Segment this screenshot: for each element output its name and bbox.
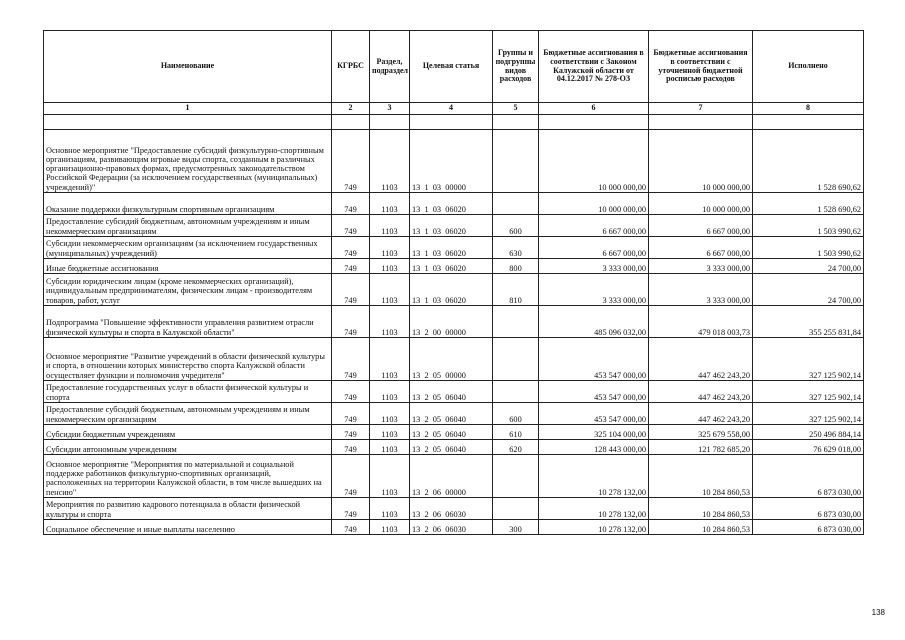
table-row: [44, 403, 864, 425]
column-number: 5: [493, 103, 539, 115]
row-section: 1103: [370, 193, 410, 215]
row-group: 620: [493, 440, 539, 455]
row-executed: 24 700,00: [753, 274, 864, 306]
column-number: 1: [44, 103, 332, 115]
row-name: Основное мероприятие "Мероприятия по материальной и социальной поддержке работников физкультурно-спортивных организаций, расположенных на территории Калужской области, в том числе вышедших на пенсию": [44, 455, 332, 498]
row-refined: 10 284 860,53: [649, 520, 753, 535]
column-number: 2: [332, 103, 370, 115]
budget-table: [43, 30, 864, 535]
row-law: 6 667 000,00: [539, 215, 649, 237]
row-target: 13 2 05 06040: [410, 440, 493, 455]
row-section: 1103: [370, 215, 410, 237]
row-section: 1103: [370, 274, 410, 306]
row-name: Предоставление субсидий бюджетным, автономным учреждениям и иным некоммерческим организациям: [44, 403, 332, 425]
table-row: [44, 381, 864, 403]
row-law: 3 333 000,00: [539, 259, 649, 274]
header-law: Бюджетные ассигнования в соответствии с Законом Калужской области от 04.12.2017 № 278-ОЗ: [539, 31, 649, 103]
row-executed: 6 873 030,00: [753, 520, 864, 535]
row-target: 13 2 06 06030: [410, 520, 493, 535]
row-target: 13 1 03 06020: [410, 193, 493, 215]
row-target: 13 1 03 06020: [410, 274, 493, 306]
row-section: 1103: [370, 440, 410, 455]
row-group: 630: [493, 237, 539, 259]
row-executed: 6 873 030,00: [753, 455, 864, 498]
row-name: Оказание поддержки физкультурным спортивным организациям: [44, 193, 332, 215]
row-group: 610: [493, 425, 539, 440]
row-name: Предоставление государственных услуг в области физической культуры и спорта: [44, 381, 332, 403]
row-kgrbs: 749: [332, 440, 370, 455]
row-refined: 447 462 243,20: [649, 338, 753, 381]
row-section: 1103: [370, 306, 410, 338]
header-name: Наименование: [44, 31, 332, 103]
row-group: 800: [493, 259, 539, 274]
row-section: 1103: [370, 403, 410, 425]
spacer-row: [44, 115, 864, 130]
row-refined: 479 018 003,73: [649, 306, 753, 338]
row-kgrbs: 749: [332, 403, 370, 425]
row-refined: 6 667 000,00: [649, 215, 753, 237]
row-refined: 3 333 000,00: [649, 274, 753, 306]
row-kgrbs: 749: [332, 498, 370, 520]
row-law: 485 096 032,00: [539, 306, 649, 338]
row-target: 13 1 03 06020: [410, 259, 493, 274]
header-section: Раздел, подраздел: [370, 31, 410, 103]
row-executed: 327 125 902,14: [753, 338, 864, 381]
row-group: [493, 455, 539, 498]
row-group: 810: [493, 274, 539, 306]
row-executed: 1 528 690,62: [753, 130, 864, 193]
row-name: Субсидии юридическим лицам (кроме некоммерческих организаций), индивидуальным предпринимателям, физическим лицам - производителям товаров, работ, услуг: [44, 274, 332, 306]
row-section: 1103: [370, 237, 410, 259]
table-row: [44, 274, 864, 306]
row-name: Социальное обеспечение и иные выплаты населению: [44, 520, 332, 535]
table-row: [44, 215, 864, 237]
table-row: [44, 130, 864, 193]
row-group: [493, 498, 539, 520]
row-target: 13 1 03 06020: [410, 215, 493, 237]
row-kgrbs: 749: [332, 425, 370, 440]
row-executed: 327 125 902,14: [753, 403, 864, 425]
row-law: 3 333 000,00: [539, 274, 649, 306]
header-groups: Группы и подгруппы видов расходов: [493, 31, 539, 103]
row-kgrbs: 749: [332, 338, 370, 381]
row-name: Иные бюджетные ассигнования: [44, 259, 332, 274]
row-executed: 24 700,00: [753, 259, 864, 274]
row-kgrbs: 749: [332, 455, 370, 498]
table-row: [44, 498, 864, 520]
row-name: Основное мероприятие "Предоставление субсидий физкультурно-спортивным организациям, развивающим игровые виды спорта, созданным в различных организационно-правовых формах, предусмотренных законодательством Российской Федерации (за исключением государственных (муниципальных) учреждений)": [44, 130, 332, 193]
row-group: 300: [493, 520, 539, 535]
table-row: [44, 306, 864, 338]
row-law: 325 104 000,00: [539, 425, 649, 440]
header-kgrbs: КГРБС: [332, 31, 370, 103]
row-group: 600: [493, 403, 539, 425]
table-row: [44, 520, 864, 535]
page-number: 138: [871, 608, 885, 617]
row-name: Подпрограмма "Повышение эффективности управления развитием отрасли физической культуры и спорта в Калужской области": [44, 306, 332, 338]
row-kgrbs: 749: [332, 237, 370, 259]
row-target: 13 2 06 06030: [410, 498, 493, 520]
row-name: Субсидии некоммерческим организациям (за исключением государственных (муниципальных) учреждений): [44, 237, 332, 259]
column-number: 6: [539, 103, 649, 115]
row-section: 1103: [370, 259, 410, 274]
row-section: 1103: [370, 425, 410, 440]
table-row: [44, 338, 864, 381]
row-executed: 1 503 990,62: [753, 215, 864, 237]
row-target: 13 1 03 00000: [410, 130, 493, 193]
table-row: [44, 259, 864, 274]
row-group: 600: [493, 215, 539, 237]
header-executed: Исполнено: [753, 31, 864, 103]
row-executed: 327 125 902,14: [753, 381, 864, 403]
row-target: 13 2 00 00000: [410, 306, 493, 338]
row-kgrbs: 749: [332, 306, 370, 338]
row-kgrbs: 749: [332, 130, 370, 193]
table-row: [44, 237, 864, 259]
row-target: 13 2 05 00000: [410, 338, 493, 381]
table-row: [44, 455, 864, 498]
row-law: 453 547 000,00: [539, 381, 649, 403]
row-executed: 1 503 990,62: [753, 237, 864, 259]
column-number: 8: [753, 103, 864, 115]
column-number: 7: [649, 103, 753, 115]
row-target: 13 2 05 06040: [410, 403, 493, 425]
row-refined: 10 284 860,53: [649, 498, 753, 520]
row-group: [493, 193, 539, 215]
table-row: [44, 425, 864, 440]
row-refined: 10 000 000,00: [649, 193, 753, 215]
row-law: 10 278 132,00: [539, 498, 649, 520]
row-section: 1103: [370, 338, 410, 381]
row-executed: 1 528 690,62: [753, 193, 864, 215]
column-numbers-row: [44, 103, 864, 115]
row-target: 13 2 05 06040: [410, 425, 493, 440]
row-refined: 447 462 243,20: [649, 381, 753, 403]
row-executed: 6 873 030,00: [753, 498, 864, 520]
row-section: 1103: [370, 381, 410, 403]
row-group: [493, 130, 539, 193]
row-refined: 325 679 558,00: [649, 425, 753, 440]
row-target: 13 2 06 00000: [410, 455, 493, 498]
row-name: Основное мероприятие "Развитие учреждений в области физической культуры и спорта, в отношении которых министерство спорта Калужской области осуществляет функции и полномочия учредителя": [44, 338, 332, 381]
row-executed: 250 496 884,14: [753, 425, 864, 440]
row-refined: 121 782 685,20: [649, 440, 753, 455]
row-law: 453 547 000,00: [539, 403, 649, 425]
row-law: 10 278 132,00: [539, 455, 649, 498]
row-section: 1103: [370, 455, 410, 498]
row-target: 13 2 05 06040: [410, 381, 493, 403]
row-group: [493, 381, 539, 403]
table-row: [44, 440, 864, 455]
header-refined: Бюджетные ассигнования в соответствии с уточненной бюджетной росписью расходов: [649, 31, 753, 103]
row-refined: 3 333 000,00: [649, 259, 753, 274]
row-law: 6 667 000,00: [539, 237, 649, 259]
row-refined: 10 284 860,53: [649, 455, 753, 498]
row-name: Мероприятия по развитию кадрового потенциала в области физической культуры и спорта: [44, 498, 332, 520]
row-group: [493, 306, 539, 338]
row-section: 1103: [370, 498, 410, 520]
row-refined: 10 000 000,00: [649, 130, 753, 193]
row-kgrbs: 749: [332, 520, 370, 535]
row-kgrbs: 749: [332, 381, 370, 403]
row-law: 10 000 000,00: [539, 130, 649, 193]
column-number: 4: [410, 103, 493, 115]
column-number: 3: [370, 103, 410, 115]
row-law: 10 000 000,00: [539, 193, 649, 215]
row-refined: 6 667 000,00: [649, 237, 753, 259]
row-law: 10 278 132,00: [539, 520, 649, 535]
table-row: [44, 193, 864, 215]
row-target: 13 1 03 06020: [410, 237, 493, 259]
row-kgrbs: 749: [332, 193, 370, 215]
row-refined: 447 462 243,20: [649, 403, 753, 425]
row-executed: 355 255 831,84: [753, 306, 864, 338]
row-name: Субсидии автономным учреждениям: [44, 440, 332, 455]
row-kgrbs: 749: [332, 259, 370, 274]
row-law: 453 547 000,00: [539, 338, 649, 381]
header-target: Целевая статья: [410, 31, 493, 103]
row-kgrbs: 749: [332, 274, 370, 306]
row-section: 1103: [370, 130, 410, 193]
row-law: 128 443 000,00: [539, 440, 649, 455]
row-group: [493, 338, 539, 381]
row-executed: 76 629 018,00: [753, 440, 864, 455]
row-name: Субсидии бюджетным учреждениям: [44, 425, 332, 440]
row-kgrbs: 749: [332, 215, 370, 237]
header-row: [44, 31, 864, 103]
row-section: 1103: [370, 520, 410, 535]
row-name: Предоставление субсидий бюджетным, автономным учреждениям и иным некоммерческим организациям: [44, 215, 332, 237]
